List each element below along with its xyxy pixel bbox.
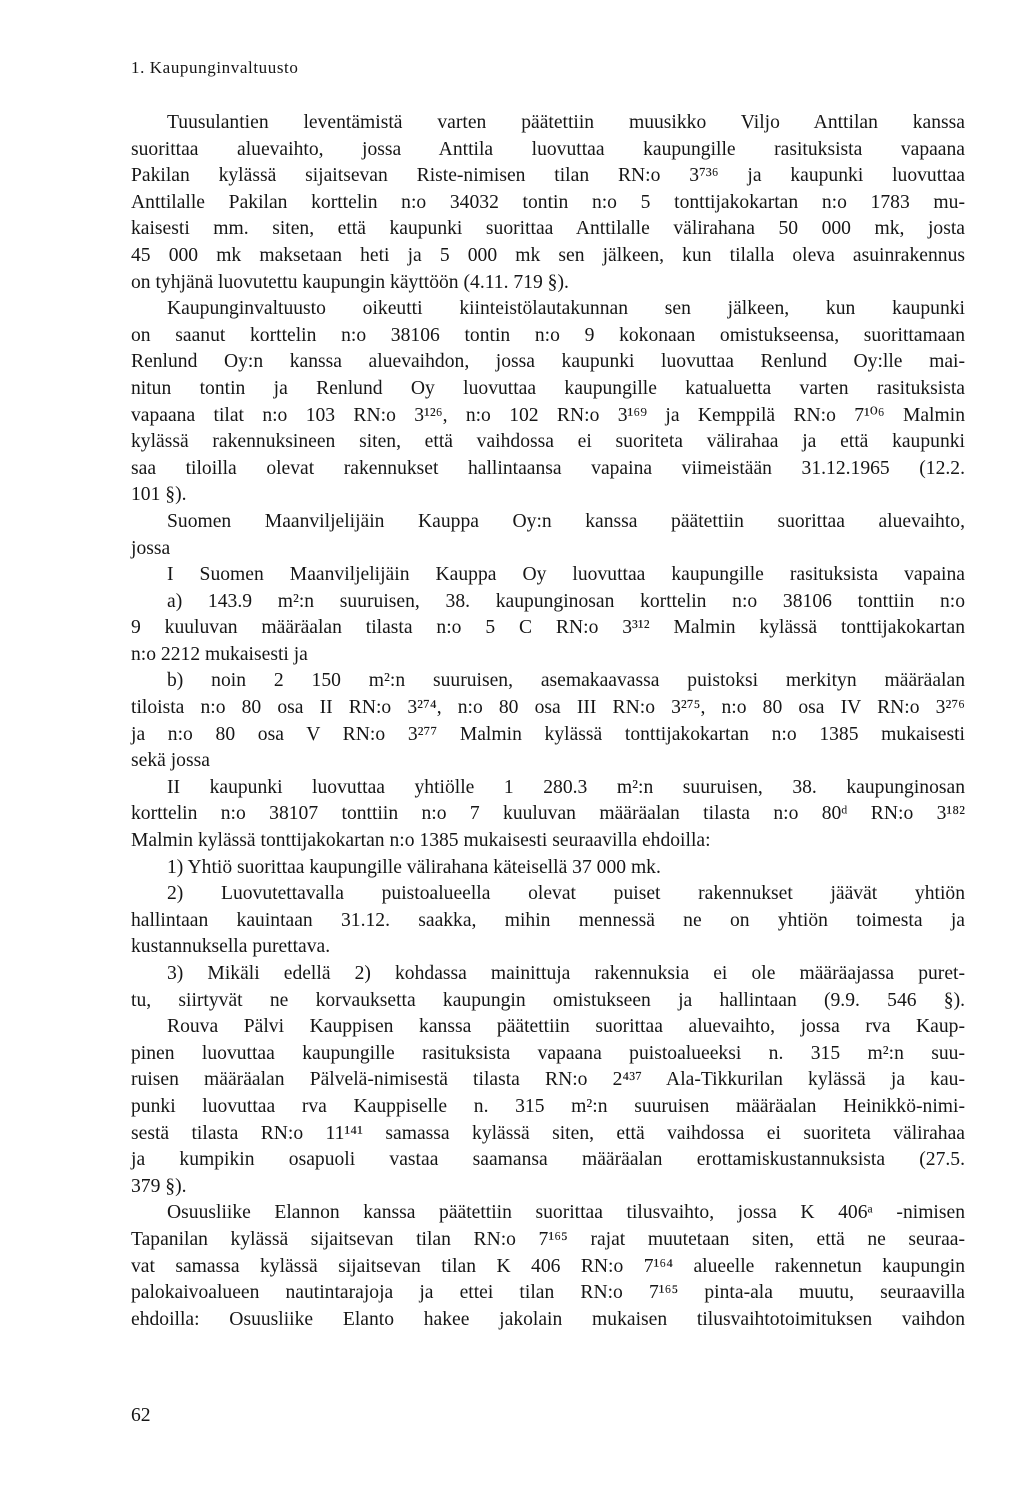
text-line: on tyhjänä luovutettu kaupungin käyttöön (4.11. 719 §).	[131, 271, 569, 293]
text-line: Kaupunginvaltuusto oikeutti kiinteistölautakunnan sen jälkeen, kun kaupunki	[167, 298, 965, 320]
text-line: Pakilan kylässä sijaitsevan Riste-nimisen tilan RN:o 3⁷³⁶ ja kaupunki luovuttaa	[131, 165, 965, 187]
text-line: vat samassa kylässä sijaitsevan tilan K 406 RN:o 7¹⁶⁴ alueelle rakennetun kaupungin	[131, 1255, 965, 1277]
text-line: kylässä rakennuksineen siten, että vaihdossa ei suoriteta välirahaa ja että kaupunki	[131, 431, 965, 453]
text-line: Malmin kylässä tonttijakokartan n:o 1385 mukaisesti seuraavilla ehdoilla:	[131, 830, 711, 852]
text-line: jossa	[131, 537, 171, 559]
text-line: b) noin 2 150 m²:n suuruisen, asemakaavassa puistoksi merkityn määräalan	[167, 670, 965, 692]
text-line: I Suomen Maanviljelijäin Kauppa Oy luovuttaa kaupungille rasituksista vapaina	[167, 564, 965, 586]
text-line: punki luovuttaa rva Kauppiselle n. 315 m²:n suuruisen määräalan Heinikkö-nimi-	[131, 1095, 965, 1117]
text-line: ehdoilla: Osuusliike Elanto hakee jakolain mukaisen tilusvaihtotoimituksen vaihdon	[131, 1308, 965, 1330]
text-line: 101 §).	[131, 484, 187, 506]
text-line: Rouva Pälvi Kauppisen kanssa päätettiin suorittaa aluevaihto, jossa rva Kaup-	[167, 1016, 965, 1038]
text-line: II kaupunki luovuttaa yhtiölle 1 280.3 m²:n suuruisen, 38. kaupunginosan	[167, 776, 965, 798]
running-head: 1. Kaupunginvaltuusto	[131, 58, 299, 77]
text-line: 2) Luovutettavalla puistoalueella olevat puiset rakennukset jäävät yhtiön	[167, 883, 965, 905]
text-line: 3) Mikäli edellä 2) kohdassa mainittuja rakennuksia ei ole määräajassa puret-	[167, 963, 965, 984]
text-line: kaisesti mm. siten, että kaupunki suorittaa Anttilalle välirahana 50 000 mk, josta	[131, 218, 965, 240]
text-line: ruisen määräalan Pälvelä-nimisestä tilasta RN:o 2⁴³⁷ Ala-Tikkurilan kylässä ja kau-	[131, 1069, 965, 1091]
text-line: a) 143.9 m²:n suuruisen, 38. kaupunginosan korttelin n:o 38106 tonttiin n:o	[167, 590, 965, 612]
text-line: sestä tilasta RN:o 11¹⁴¹ samassa kylässä siten, että vaihdossa ei suoriteta välirahaa	[131, 1122, 965, 1144]
text-line: suorittaa aluevaihto, jossa Anttila luovuttaa kaupungille rasituksista vapaana	[131, 138, 965, 160]
text-line: pinen luovuttaa kaupungille rasituksista vapaana puistoalueeksi n. 315 m²:n suu-	[131, 1042, 965, 1064]
text-line: Renlund Oy:n kanssa aluevaihdon, jossa kaupunki luovuttaa Renlund Oy:lle mai-	[131, 351, 965, 373]
body-text	[131, 110, 965, 1333]
text-line: n:o 2212 mukaisesti ja	[131, 643, 308, 665]
text-line: Anttilalle Pakilan korttelin n:o 34032 tontin n:o 5 tonttijakokartan n:o 1783 mu-	[131, 191, 965, 213]
text-line: korttelin n:o 38107 tonttiin n:o 7 kuuluvan määräalan tilasta n:o 80ᵈ RN:o 3¹⁸²	[131, 803, 965, 825]
text-line: on saanut korttelin n:o 38106 tontin n:o 9 kokonaan omistukseensa, suorittamaan	[131, 324, 965, 346]
text-line: saa tiloilla olevat rakennukset hallintaansa vapaina viimeistään 31.12.1965 (12.2.	[131, 457, 965, 479]
text-line: ja kumpikin osapuoli vastaa saamansa määräalan erottamiskustannuksista (27.5.	[131, 1149, 965, 1171]
text-line: 45 000 mk maksetaan heti ja 5 000 mk sen jälkeen, kun tilalla oleva asuinrakennus	[131, 244, 965, 266]
text-line: 1) Yhtiö suorittaa kaupungille välirahana käteisellä 37 000 mk.	[167, 856, 661, 878]
text-line: tiloista n:o 80 osa II RN:o 3²⁷⁴, n:o 80 osa III RN:o 3²⁷⁵, n:o 80 osa IV RN:o 3²⁷⁶	[131, 697, 965, 719]
text-line: 379 §).	[131, 1175, 187, 1197]
text-line: palokaivoalueen nautintarajoja ja ettei tilan RN:o 7¹⁶⁵ pinta-ala muutu, seuraavilla	[131, 1282, 965, 1304]
text-line: Osuusliike Elannon kanssa päätettiin suorittaa tilusvaihto, jossa K 406ᵃ -nimisen	[167, 1202, 965, 1224]
text-line: tu, siirtyvät ne korvauksetta kaupungin omistukseen ja hallintaan (9.9. 546 §).	[131, 989, 965, 1011]
text-line: 9 kuuluvan määräalan tilasta n:o 5 C RN:o 3³¹² Malmin kylässä tonttijakokartan	[131, 617, 965, 639]
text-line: Suomen Maanviljelijäin Kauppa Oy:n kanssa päätettiin suorittaa aluevaihto,	[167, 510, 965, 532]
text-line: hallintaan kauintaan 31.12. saakka, mihin mennessä ne on yhtiön toimesta ja	[131, 909, 965, 931]
text-line: ja n:o 80 osa V RN:o 3²⁷⁷ Malmin kylässä tonttijakokartan n:o 1385 mukaisesti	[131, 723, 965, 745]
text-line: nitun tontin ja Renlund Oy luovuttaa kaupungille katualuetta varten rasituksista	[131, 377, 965, 399]
text-line: kustannuksella purettava.	[131, 936, 331, 958]
text-line: vapaana tilat n:o 103 RN:o 3¹²⁶, n:o 102 RN:o 3¹⁶⁹ ja Kemppilä RN:o 7¹⁰⁶ Malmin	[131, 404, 965, 426]
text-line: sekä jossa	[131, 750, 210, 772]
text-line: Tapanilan kylässä sijaitsevan tilan RN:o 7¹⁶⁵ rajat muutetaan siten, että ne seuraa-	[131, 1228, 965, 1250]
text-line: Tuusulantien leventämistä varten päätettiin muusikko Viljo Anttilan kanssa	[167, 112, 965, 133]
page-number: 62	[131, 1405, 151, 1426]
